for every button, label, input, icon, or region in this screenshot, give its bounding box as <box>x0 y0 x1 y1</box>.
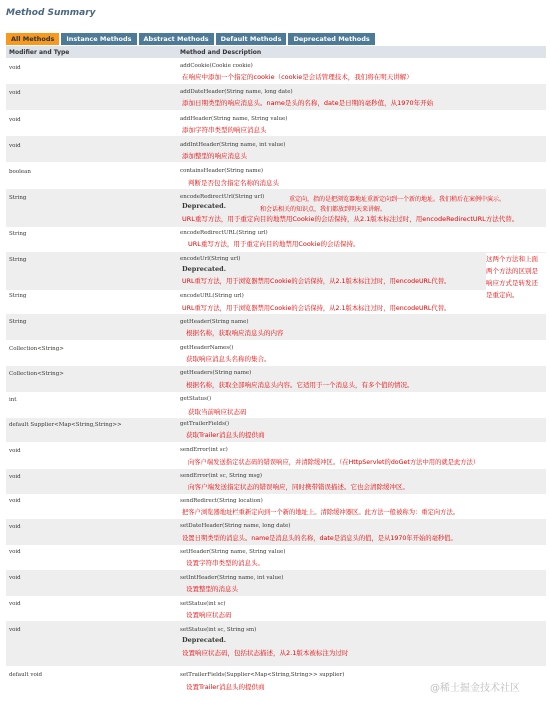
method-annotation: URL重写方法，用于浏览器禁用Cookie的会话保持，从2.1版本标注过时，用encodeURL代替。 <box>182 278 451 285</box>
method-annotation: 添加字符串类型的响应消息头 <box>182 126 267 134</box>
table-row <box>6 621 546 666</box>
tab-abstract-methods[interactable]: Abstract Methods <box>139 33 214 45</box>
modifier-type: void <box>9 143 21 149</box>
modifier-type: void <box>9 448 21 454</box>
modifier-type: void <box>9 549 21 555</box>
tab-default-methods[interactable]: Default Methods <box>216 33 287 45</box>
modifier-type: void <box>9 117 21 123</box>
method-signature[interactable]: getHeader(String name) <box>180 319 249 325</box>
modifier-type: default Supplier<Map<String,String>> <box>9 422 122 428</box>
method-annotation: 设置字符串类型的消息头。 <box>186 559 264 567</box>
table-row <box>6 596 546 621</box>
method-signature[interactable]: getTrailerFields() <box>180 421 230 427</box>
table-row <box>6 162 546 189</box>
method-annotation: 设置整型的消息头 <box>186 585 238 593</box>
method-signature[interactable]: setStatus(int sc, String sm) <box>180 627 257 633</box>
method-annotation: 获取Trailer消息头的提供商 <box>186 431 265 439</box>
table-row <box>6 84 546 110</box>
method-signature[interactable]: setIntHeader(String name, int value) <box>180 575 284 581</box>
method-signature[interactable]: setHeader(String name, String value) <box>180 549 286 555</box>
method-signature[interactable]: setDateHeader(String name, long date) <box>180 523 291 529</box>
modifier-type: String <box>9 195 27 201</box>
method-annotation: 把客户浏览器地址栏重新定向到一个新的地址上。清除缓冲器区。此方法一般被称为：重定向方法。 <box>182 509 460 516</box>
tab-deprecated-methods[interactable]: Deprecated Methods <box>288 33 374 45</box>
method-signature[interactable]: sendRedirect(String location) <box>180 498 263 504</box>
modifier-type: String <box>9 293 27 299</box>
method-signature[interactable]: getHeaderNames() <box>180 345 234 351</box>
method-signature[interactable]: getHeaders(String name) <box>180 370 252 376</box>
modifier-type: boolean <box>9 169 31 175</box>
modifier-type: void <box>9 627 21 633</box>
method-annotation-secondary: 和会话相关的知识点，我们都放到明天来讲解。 <box>260 206 387 213</box>
method-signature[interactable]: sendError(int sc, String msg) <box>180 473 263 479</box>
method-filter-tabs <box>6 33 375 45</box>
table-row <box>6 494 546 519</box>
method-signature[interactable]: addCookie(Cookie cookie) <box>180 63 253 69</box>
method-annotation: 向客户端发送指定状态码的错误响应，并清除缓冲区。（在HttpServlet的doGet方法中用的就是此方法） <box>188 459 480 466</box>
table-row <box>6 418 546 442</box>
table-row <box>6 570 546 596</box>
table-row <box>6 469 546 494</box>
table-row <box>6 252 546 290</box>
method-annotation: 获取当前响应状态码 <box>188 408 247 416</box>
table-row <box>6 314 546 340</box>
method-signature[interactable]: encodeURL(String url) <box>180 293 244 299</box>
side-note-line: 是重定向。 <box>486 291 519 299</box>
method-signature[interactable]: addIntHeader(String name, int value) <box>180 142 286 148</box>
table-row <box>6 290 546 314</box>
method-annotation: URL重写方法，用于浏览器禁用Cookie的会话保持，从2.1版本标注过时，用encodeURL代替。 <box>182 305 451 312</box>
method-signature[interactable]: setStatus(int sc) <box>180 601 226 607</box>
table-row <box>6 110 546 136</box>
method-signature[interactable]: encodeUrl(String url) <box>180 256 241 262</box>
method-annotation: URL重写方法，用于重定向目的地禁用Cookie的会话保持，从2.1版本标注过时，用encodeRedirectURL方法代替。 <box>182 215 519 223</box>
table-row <box>6 136 546 162</box>
tab-instance-methods[interactable]: Instance Methods <box>61 33 136 45</box>
side-note <box>486 253 548 301</box>
method-annotation: 向客户端发送指定状态的错误响应，同时携带错误描述。它也会清除缓冲区。 <box>188 483 409 491</box>
method-signature[interactable]: getStatus() <box>180 396 212 402</box>
method-signature[interactable]: addDateHeader(String name, long date) <box>180 89 293 95</box>
watermark: @稀土掘金技术社区 <box>430 683 520 694</box>
method-annotation: 根据名称，获取全部响应消息头内容。它适用于一个消息头，有多个值的情况。 <box>186 381 414 389</box>
table-header <box>6 46 546 58</box>
table-row <box>6 340 546 366</box>
table-row <box>6 519 546 545</box>
method-annotation-right: 重定向，指的是把浏览器地址重新定向到一个新的地址。我们稍后在案例中演示。 <box>289 196 506 203</box>
table-row <box>6 227 546 252</box>
modifier-type: default void <box>9 672 43 678</box>
method-annotation: URL重写方法，用于重定向目的地禁用Cookie的会话保持。 <box>188 240 360 248</box>
table-row <box>6 442 546 469</box>
method-annotation: 根据名称，获取响应消息头的内容 <box>186 329 284 337</box>
method-summary-title: Method Summary <box>6 8 96 18</box>
modifier-type: void <box>9 498 21 504</box>
method-signature[interactable]: encodeRedirectUrl(String url) <box>180 194 265 200</box>
method-signature[interactable]: setTrailerFields(Supplier<Map<String,String>> supplier) <box>180 672 345 678</box>
deprecated-label: Deprecated. <box>182 636 226 644</box>
table-row <box>6 189 546 227</box>
side-note-line: 这两个方法和上面 <box>486 255 538 263</box>
deprecated-label: Deprecated. <box>182 202 226 210</box>
method-annotation: 设置响应状态码 <box>186 611 232 619</box>
modifier-type: void <box>9 575 21 581</box>
method-annotation: 在响应中添加一个指定的cookie（cookie是会话管理技术，我们将在明天讲解） <box>182 73 413 81</box>
modifier-type: String <box>9 231 27 237</box>
modifier-type: int <box>9 397 17 403</box>
table-row <box>6 59 546 84</box>
table-row <box>6 545 546 570</box>
table-row <box>6 392 546 418</box>
method-annotation: 添加日期类型的响应消息头。name是头的名称，date是日期的毫秒值，从1970年开始 <box>182 99 434 107</box>
side-note-line: 两个方法的区别是 <box>486 267 538 275</box>
modifier-type: void <box>9 90 21 96</box>
modifier-type: void <box>9 474 21 480</box>
modifier-type: void <box>9 65 21 71</box>
side-note-line: 响应方式是转发还 <box>486 279 538 287</box>
column-header-modifier: Modifier and Type <box>9 49 70 56</box>
method-annotation: 设置Trailer消息头的提供商 <box>186 683 265 691</box>
method-annotation: 添加整型的响应消息头 <box>182 152 247 160</box>
column-header-method: Method and Description <box>180 49 262 56</box>
modifier-type: Collection<String> <box>9 371 64 377</box>
deprecated-label: Deprecated. <box>182 265 226 273</box>
modifier-type: String <box>9 257 27 263</box>
method-annotation: 设置响应状态码，包括状态描述，从2.1版本被标注为过时 <box>182 649 349 657</box>
method-annotation: 判断是否包含指定名称的消息头 <box>188 179 279 187</box>
method-signature[interactable]: encodeRedirectURL(String url) <box>180 230 268 236</box>
method-signature[interactable]: containsHeader(String name) <box>180 168 264 174</box>
modifier-type: void <box>9 601 21 607</box>
method-annotation: 获取响应消息头名称的集合。 <box>186 355 271 363</box>
table-row <box>6 366 546 392</box>
method-annotation: 设置日期类型的消息头。name是消息头的名称，date是消息头的值，是从1970年开始的毫秒值。 <box>182 535 457 542</box>
modifier-type: Collection<String> <box>9 346 64 352</box>
method-signature[interactable]: addHeader(String name, String value) <box>180 116 288 122</box>
modifier-type: void <box>9 524 21 530</box>
tab-all-methods[interactable]: All Methods <box>6 33 59 45</box>
modifier-type: String <box>9 319 27 325</box>
method-signature[interactable]: sendError(int sc) <box>180 447 228 453</box>
